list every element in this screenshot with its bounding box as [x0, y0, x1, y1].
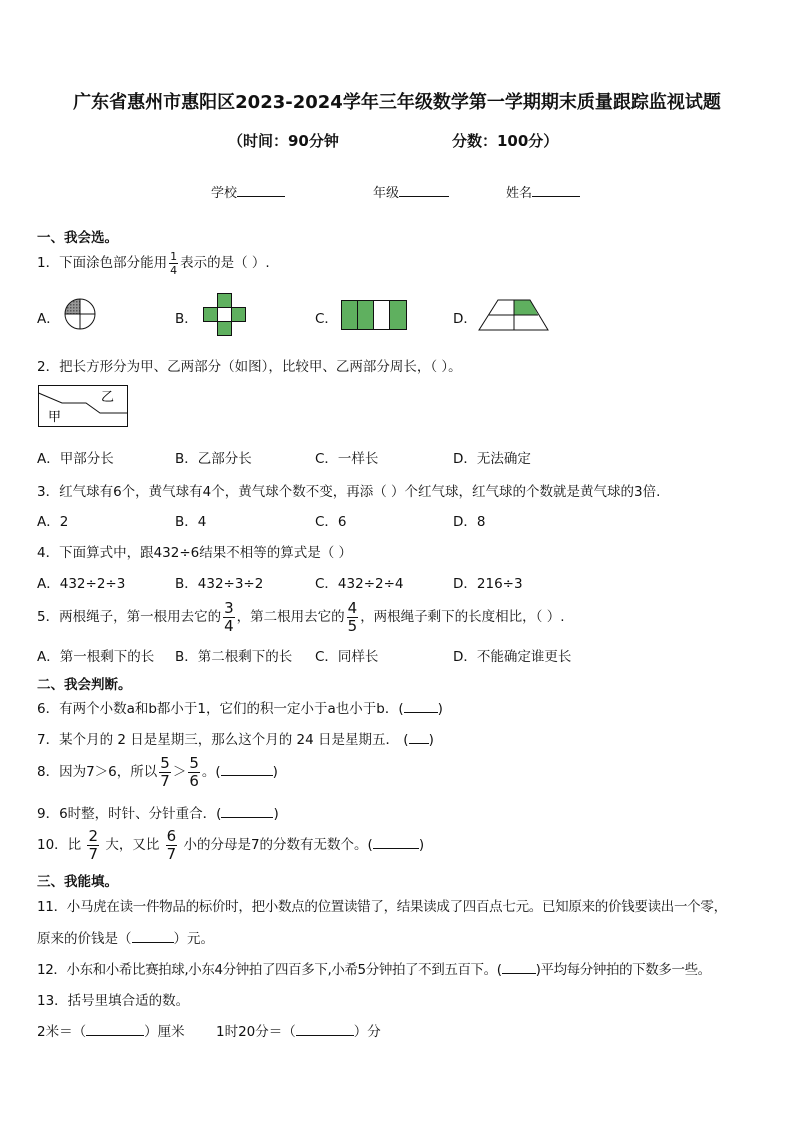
q3-option-a[interactable]: A．2	[37, 514, 69, 530]
q10-answer-blank[interactable]	[373, 836, 419, 849]
q8-f2-den: 6	[189, 771, 199, 790]
q5-f2-num: 4	[347, 598, 358, 617]
q13-item-b	[216, 1020, 381, 1040]
q3-option-d[interactable]: D．8	[453, 514, 486, 530]
q10-fraction-1	[87, 826, 99, 863]
q1-figure-cross	[203, 293, 247, 337]
q13b-post: ）分	[353, 1024, 381, 1040]
question-2: 2．把长方形分为甲、乙两部分（如图），比较甲、乙两部分周长，（ ）。	[37, 359, 462, 375]
name-label: 姓名	[506, 186, 533, 201]
q1-option-d-label[interactable]: D．	[453, 311, 477, 327]
q8-suffix: 。(	[201, 764, 221, 780]
exam-score: 分数：100分）	[452, 132, 559, 150]
grade-label: 年级	[373, 186, 400, 201]
q11-line2-pre: 原来的价钱是（	[37, 931, 132, 947]
q6-answer-blank[interactable]	[404, 700, 438, 713]
q5-option-a[interactable]: A．第一根剩下的长	[37, 649, 155, 665]
q4-option-a[interactable]: A．432÷2÷3	[37, 576, 126, 592]
question-8	[37, 752, 278, 792]
q7-end: )	[428, 732, 434, 748]
q13a-answer-blank[interactable]	[86, 1023, 144, 1036]
q5-middle: ，第二根用去它的	[236, 609, 345, 625]
question-5	[37, 597, 565, 637]
q2-option-d[interactable]: D．无法确定	[453, 451, 531, 467]
q13b-answer-blank[interactable]	[296, 1023, 354, 1036]
q9-text: 9．6时整，时针、分针重合．(	[37, 806, 222, 822]
q4-option-d[interactable]: D．216÷3	[453, 576, 523, 592]
q13b-pre: 1时20分＝（	[216, 1024, 296, 1040]
q1-suffix: 表示的是（ ）.	[180, 255, 270, 271]
q1-option-c-label[interactable]: C．	[315, 311, 338, 327]
q1-fraction	[169, 251, 178, 276]
exam-time: （时间：90分钟	[228, 132, 339, 150]
q8-gt: ＞	[172, 764, 187, 780]
q13a-post: ）厘米	[144, 1024, 185, 1040]
q5-fraction-1	[223, 598, 235, 635]
question-6	[37, 697, 443, 717]
school-blank[interactable]	[237, 184, 285, 197]
q8-fraction-2	[188, 753, 200, 790]
question-9	[37, 802, 279, 822]
q11-line-1: 11．小马虎在读一件物品的标价时，把小数点的位置读错了，结果读成了四百点七元。已知原来的价钱要读出一个零，	[37, 899, 727, 915]
q5-prefix: 5．两根绳子，第一根用去它的	[37, 609, 222, 625]
q5-f1-den: 4	[224, 616, 234, 635]
q8-fraction-1	[159, 753, 171, 790]
q1-frac-den: 4	[170, 263, 178, 277]
q8-answer-blank[interactable]	[221, 763, 273, 776]
q2-label-jia: 甲	[48, 410, 62, 425]
q2-option-c[interactable]: C．一样长	[315, 451, 379, 467]
q5-f1-num: 3	[224, 598, 234, 617]
q10-f1-num: 2	[88, 826, 99, 845]
q10-f2-den: 7	[166, 844, 177, 863]
q12-answer-blank[interactable]	[502, 961, 536, 974]
q5-fraction-2	[347, 598, 359, 635]
q8-prefix: 8．因为7＞6，所以	[37, 764, 158, 780]
q4-option-c[interactable]: C．432÷2÷4	[315, 576, 404, 592]
school-field	[211, 182, 285, 201]
q5-option-d[interactable]: D．不能确定谁更长	[453, 649, 572, 665]
q2-option-b[interactable]: B．乙部分长	[175, 451, 252, 467]
name-field	[506, 182, 580, 201]
school-label: 学校	[211, 186, 238, 201]
question-11	[37, 895, 767, 915]
q10-f2-num: 6	[166, 826, 177, 845]
question-7	[37, 728, 434, 748]
question-4: 4．下面算式中，跟432÷6结果不相等的算式是（ ）	[37, 545, 353, 561]
question-12	[37, 958, 711, 978]
q7-text: 7．某个月的 2 日是星期三，那么这个月的 24 日是星期五． (	[37, 732, 409, 748]
q2-figure-rectangle	[38, 385, 130, 429]
q6-text: 6．有两个小数a和b都小于1，它们的积一定小于a也小于b．(	[37, 701, 404, 717]
q11-answer-blank[interactable]	[132, 930, 174, 943]
question-13: 13．括号里填合适的数。	[37, 993, 190, 1009]
q1-prefix: 1．下面涂色部分能用	[37, 255, 168, 271]
q5-option-b[interactable]: B．第二根剩下的长	[175, 649, 293, 665]
q10-f1-den: 7	[88, 844, 99, 863]
question-10	[37, 825, 424, 865]
grade-field	[373, 182, 449, 201]
q8-f1-num: 5	[160, 753, 170, 772]
q1-option-a-label[interactable]: A．	[37, 311, 60, 327]
question-1	[37, 248, 270, 278]
q6-end: )	[437, 701, 443, 717]
q5-suffix: ，两根绳子剩下的长度相比，（ ）.	[360, 609, 565, 625]
q1-figure-strips	[341, 300, 409, 331]
q12-post: )平均每分钟拍的下数多一些。	[535, 962, 711, 978]
q2-label-yi: 乙	[101, 390, 115, 405]
question-3: 3．红气球有6个，黄气球有4个，黄气球个数不变，再添（ ）个红气球，红气球的个数就是黄气球的3倍.	[37, 484, 661, 500]
q13a-pre: 2米＝（	[37, 1024, 87, 1040]
q3-option-c[interactable]: C．6	[315, 514, 347, 530]
q10-fraction-2	[166, 826, 178, 863]
q1-frac-num: 1	[170, 249, 178, 263]
q7-answer-blank[interactable]	[409, 731, 429, 744]
q10-suffix: 小的分母是7的分数有无数个。(	[183, 837, 373, 853]
q9-end: )	[273, 806, 279, 822]
grade-blank[interactable]	[399, 184, 449, 197]
q1-option-b-label[interactable]: B．	[175, 311, 198, 327]
q13-item-a	[37, 1020, 185, 1040]
q9-answer-blank[interactable]	[221, 805, 273, 818]
section-1-heading: 一、我会选。	[37, 230, 118, 246]
q12-pre: 12．小东和小希比赛拍球,小东4分钟拍了四百多下,小希5分钟拍了不到五百下。(	[37, 962, 502, 978]
q5-f2-den: 5	[347, 616, 358, 635]
q8-f2-num: 5	[189, 753, 199, 772]
page-title: 广东省惠州市惠阳区2023-2024学年三年级数学第一学期期末质量跟踪监视试题	[73, 92, 721, 113]
q5-option-c[interactable]: C．同样长	[315, 649, 379, 665]
q1-figure-trapezoid	[478, 299, 550, 332]
q4-option-b[interactable]: B．432÷3÷2	[175, 576, 264, 592]
section-2-heading: 二、我会判断。	[37, 677, 132, 693]
q1-figure-circle	[64, 298, 98, 332]
q10-middle: 大，又比	[105, 837, 160, 853]
q11-line2-post: ）元。	[173, 931, 214, 947]
question-11-line-2	[37, 927, 214, 947]
q8-end: )	[272, 764, 278, 780]
q3-option-b[interactable]: B．4	[175, 514, 207, 530]
q10-prefix: 10．比	[37, 837, 82, 853]
q8-f1-den: 7	[160, 771, 170, 790]
q10-end: )	[418, 837, 425, 853]
section-3-heading: 三、我能填。	[37, 874, 118, 890]
name-blank[interactable]	[532, 184, 580, 197]
q2-option-a[interactable]: A．甲部分长	[37, 451, 114, 467]
